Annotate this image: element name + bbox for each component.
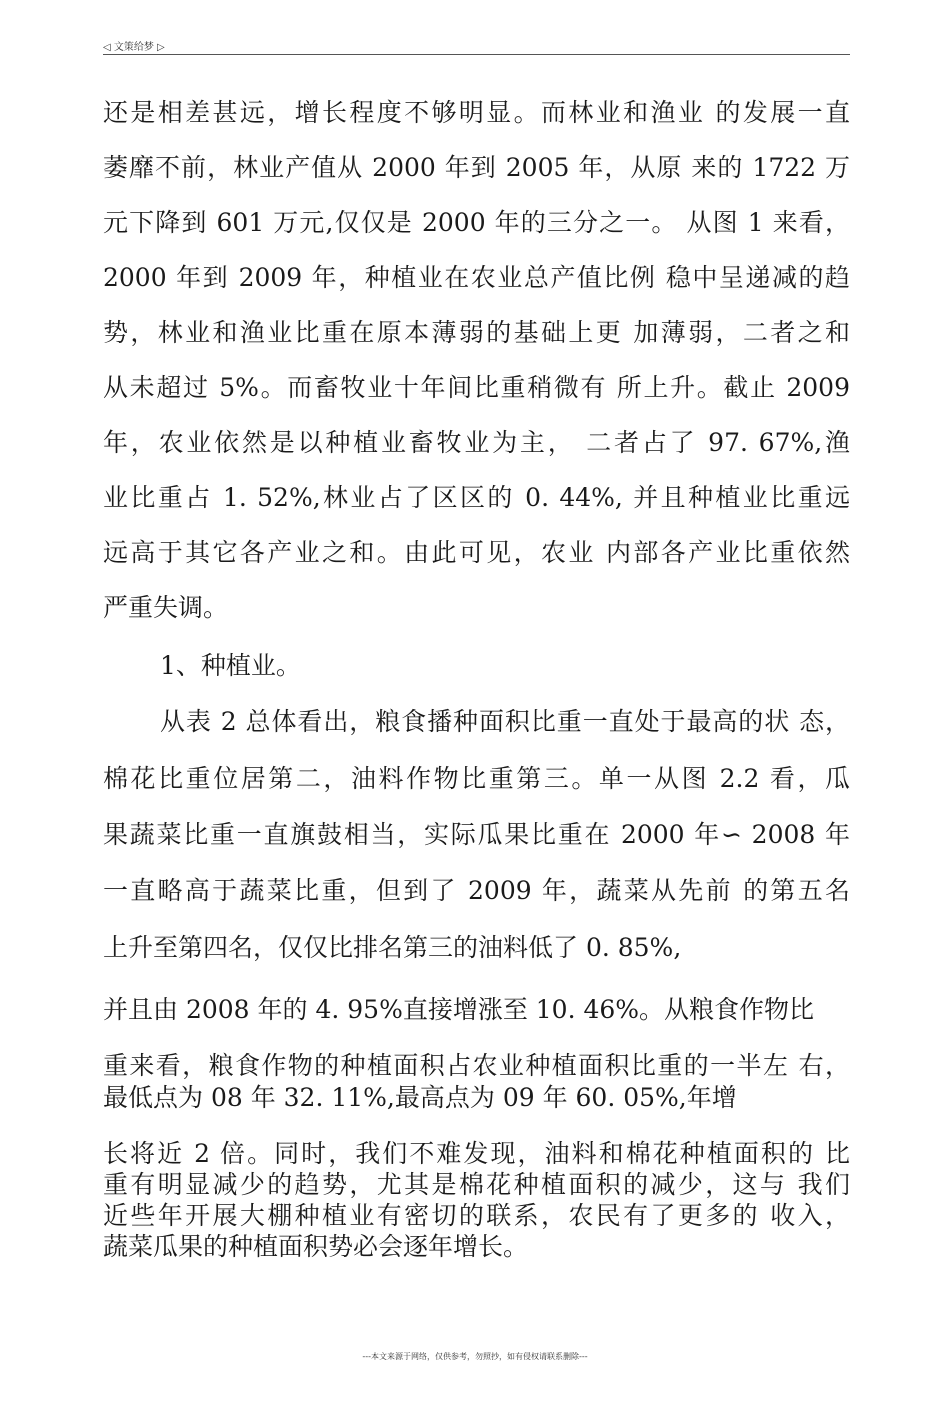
body-line: 业比重占 1. 52%,林业占了区区的 0. 44%, 并且种植业比重远 [103,483,850,512]
body-line: 并且由 2008 年的 4. 95%直接增涨至 10. 46%。从粮食作物比 [103,995,815,1024]
body-line: 严重失调。 [103,593,229,622]
body-line: 年，农业依然是以种植业畜牧业为主， 二者占了 97. 67%,渔 [103,428,850,457]
body-line: 还是相差甚远，增长程度不够明显。而林业和渔业 的发展一直 [103,98,850,127]
body-line: 最低点为 08 年 32. 11%,最高点为 09 年 60. 05%,年增 [103,1083,737,1112]
section-heading: 1、种植业。 [160,651,301,680]
body-line: 长将近 2 倍。同时，我们不难发现，油料和棉花种植面积的 比 [103,1139,850,1168]
header-divider [103,54,850,55]
body-line: 势，林业和渔业比重在原本薄弱的基础上更 加薄弱，二者之和 [103,318,850,347]
body-line: 近些年开展大棚种植业有密切的联系，农民有了更多的 收入， [103,1201,850,1230]
body-line: 重有明显减少的趋势，尤其是棉花种植面积的减少，这与 我们 [103,1170,850,1199]
body-line: 重来看，粮食作物的种植面积占农业种植面积比重的一半左 右， [103,1051,850,1080]
body-line: 2000 年到 2009 年，种植业在农业总产值比例 稳中呈递减的趋 [103,263,850,292]
body-line: 果蔬菜比重一直旗鼓相当，实际瓜果比重在 2000 年∽ 2008 年 [103,820,850,849]
body-line: 从表 2 总体看出，粮食播种面积比重一直处于最高的状 态， [160,707,850,736]
body-line: 上升至第四名，仅仅比排名第三的油料低了 0. 85%, [103,933,682,962]
body-line: 棉花比重位居第二，油料作物比重第三。单一从图 2.2 看，瓜 [103,764,850,793]
body-line: 远高于其它各产业之和。由此可见，农业 内部各产业比重依然 [103,538,850,567]
page-footer: ---本文来源于网络，仅供参考，勿照抄，如有侵权请联系删除--- [362,1352,588,1361]
body-line: 萎靡不前，林业产值从 2000 年到 2005 年，从原 来的 1722 万 [103,153,850,182]
body-line: 一直略高于蔬菜比重，但到了 2009 年，蔬菜从先前 的第五名 [103,876,850,905]
page-header: ◁ 文策给梦 ▷ [103,42,165,53]
body-line: 蔬菜瓜果的种植面积势必会逐年增长。 [103,1232,529,1261]
body-line: 从未超过 5%。而畜牧业十年间比重稍微有 所上升。截止 2009 [103,373,850,402]
body-line: 元下降到 601 万元,仅仅是 2000 年的三分之一。 从图 1 来看， [103,208,850,237]
